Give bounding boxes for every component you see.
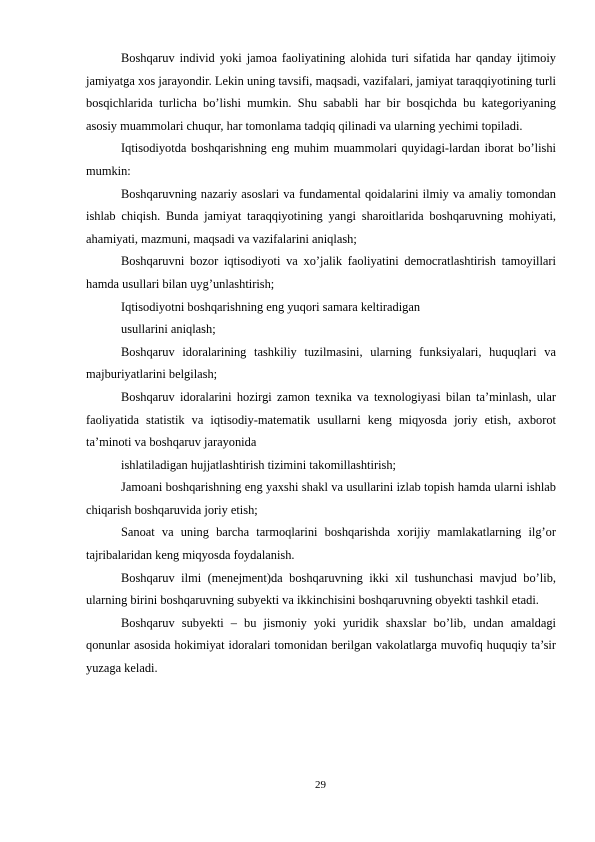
paragraph-management-concepts: Boshqaruv ilmi (menejment)da boshqaruvning ikki xil tushunchasi mavjud bo’lib, ularning birini boshqaruvning subyekti va ikkinchisini boshqaruvning obyekti tashkil etadi. [86,570,556,608]
paragraph-theory: Boshqaruvning nazariy asoslari va fundamental qoidalarini ilmiy va amaliy tomondan ishlab chiqish. Bunda jamiyat taraqqiyotining yangi sharoitlarida boshqaruvning mohiyati, ahamiyati, mazmuni, maqsadi va vazifalarini aniqlash; [86,186,556,246]
document-page [86,47,556,680]
paragraph-problems-lead: Iqtisodiyotda boshqarishning eng muhim muammolari quyidagi-lardan iborat bo’lishi mumkin: [86,141,556,178]
paragraph-technology: Boshqaruv idoralarini hozirgi zamon texnika va texnologiyasi bilan ta’minlash, ular faoliyatida statistik va iqtisodiy-matematik usullarni keng miqyosda joriy etish, axborot ta’minoti va boshqaruv jarayonida [86,389,556,450]
paragraph-documentation: ishlatiladigan hujjatlashtirish tizimini takomillashtirish; [121,457,396,472]
paragraph-industry: Sanoat va uning barcha tarmoqlarini boshqarishda xorijiy mamlakatlarning ilg’or tajribalaridan keng miqyosda foydalanish. [86,525,556,563]
paragraph-team: Jamoani boshqarishning eng yaxshi shakl va usullarini izlab topish hamda ularni ishlab chiqarish boshqaruvida joriy etish; [86,480,556,517]
paragraph-market: Boshqaruvni bozor iqtisodiyoti va xo’jalik faoliyatini democratlashtirish tamoyillari hamda usullari bilan uyg’unlashtirish; [86,254,556,291]
paragraph-methods-1: Iqtisodiyotni boshqarishning eng yuqori samara keltiradigan [121,299,421,314]
page-number: 29 [315,779,326,791]
paragraph-structure: Boshqaruv idoralarining tashkiliy tuzilmasini, ularning funksiyalari, huquqlari va majburiyatlarini belgilash; [86,344,556,382]
paragraph-subject: Boshqaruv subyekti – bu jismoniy yoki yuridik shaxslar bo’lib, undan amaldagi qonunlar asosida hokimiyat idoralari tomonidan berilgan vakolatlarga muvofiq huquqiy ta’sir yuzaga keladi. [86,615,556,676]
paragraph-methods-2: usullarini aniqlash; [121,322,216,337]
paragraph-intro: Boshqaruv individ yoki jamoa faoliyatining alohida turi sifatida har qanday ijtimoiy jamiyatga xos jarayondir. Lekin uning tavsifi, maqsadi, vazifalari, jamiyat taraqqiyotining turli bosqichlarida turlicha bo’lishi mumkin. Shu sababli har bir bosqichda bu kategoriyaning asosiy muammolari chuqur, har tomonlama tadqiq qilinadi va ularning yechimi topiladi. [86,51,556,133]
